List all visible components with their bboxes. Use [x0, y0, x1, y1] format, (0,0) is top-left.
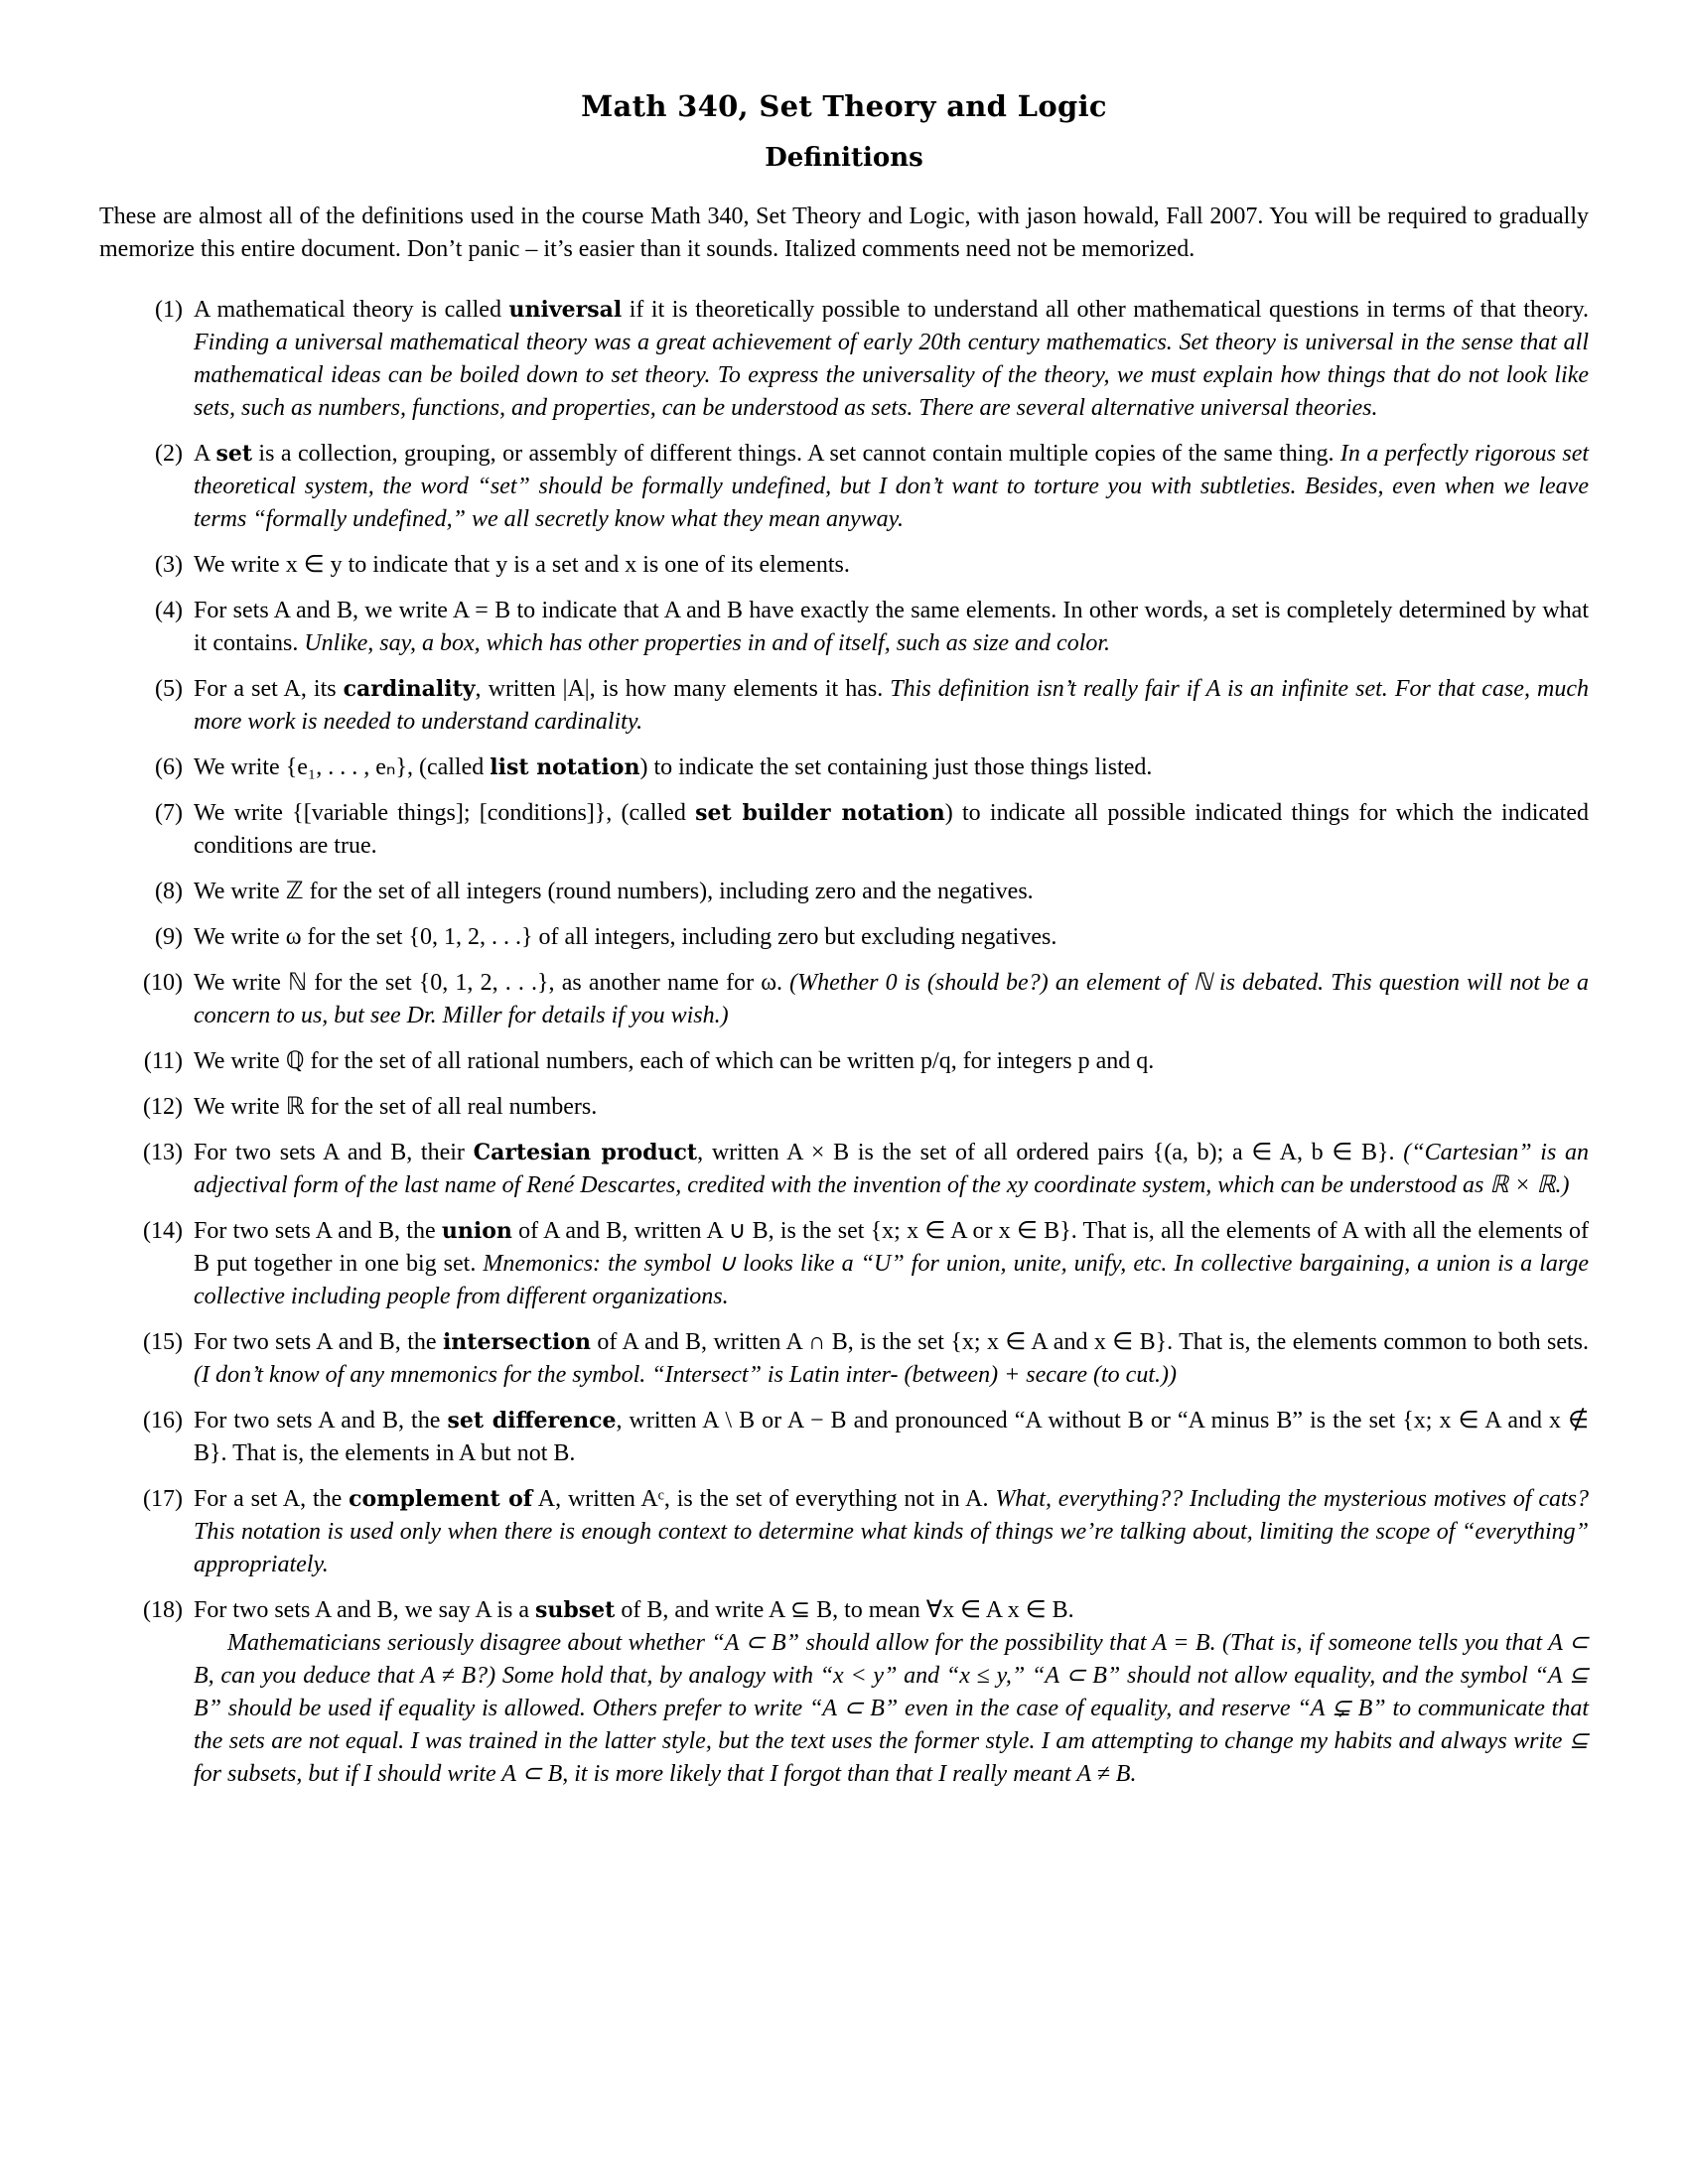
definition-item [99, 921, 1589, 954]
definition-text: We write x ∈ y to indicate that y is a set and x is one of its elements. [194, 552, 850, 578]
definition-item [99, 967, 1589, 1032]
definition-text: We write ω for the set {0, 1, 2, . . .} of all integers, including zero but excluding negatives. [194, 924, 1057, 950]
definition-text: of B, and write A ⊆ B, to mean ∀x ∈ A x ∈ B. [615, 1597, 1074, 1623]
definition-text: For sets A and B, we write A = B to indicate that A and B have exactly the same elements. In other words, a set is completely determined by what it contains. [194, 598, 1589, 656]
item-number: (14) [143, 1218, 183, 1244]
definition-text: ) to indicate all possible indicated things for which the indicated conditions are true. [194, 800, 1590, 859]
definition-item [99, 1326, 1589, 1392]
definition-text: , written A × B is the set of all ordered pairs {(a, b); a ∈ A, b ∈ B}. [697, 1140, 1395, 1165]
definition-text: , written |A|, is how many elements it has. [475, 676, 884, 702]
definition-item [99, 751, 1589, 784]
italic-comment: (I don’t know of any mnemonics for the symbol. “Intersect” is Latin inter- (between) + secare (to cut.)) [194, 1362, 1177, 1388]
italic-comment: Mnemonics: the symbol ∪ looks like a “U” for union, unite, unify, etc. In collective bargaining, a union is a large collective including people from different organizations. [194, 1251, 1589, 1309]
definition-text: We write {e₁, . . . , eₙ}, (called [194, 754, 485, 780]
item-number: (8) [155, 879, 183, 904]
defined-term: set [215, 441, 252, 467]
definition-text: We write ℚ for the set of all rational numbers, each of which can be written p/q, for integers p and q. [194, 1048, 1155, 1074]
definition-text: For a set A, the [194, 1486, 343, 1512]
definition-text: A, written Aᶜ, is the set of everything not in A. [532, 1486, 989, 1512]
italic-comment: Mathematicians seriously disagree about whether “A ⊂ B” should allow for the possibility that A = B. (That is, if someone tells you that A ⊂ B, can you deduce that A ≠ B?) Some hold that, by analogy with “x < y” and “x ≤ y,” “A ⊂ B” should not allow equality, and the symbol “A ⊆ B” should be used if equality is allowed. Others prefer to write “A ⊂ B” even in the case of equality, and reserve “A ⊊ B” to communicate that the sets are not equal. I was trained in the latter style, but the text uses the former style. I am attempting to change my habits and always write ⊆ for subsets, but if I should write A ⊂ B, it is more likely that I forgot than that I really meant A ≠ B. [194, 1630, 1589, 1787]
defined-term: union [441, 1218, 512, 1244]
definition-text: of A and B, written A ∩ B, is the set {x; x ∈ A and x ∈ B}. That is, the elements common to both sets. [591, 1329, 1589, 1355]
item-number: (3) [155, 552, 183, 578]
defined-term: list notation [490, 754, 640, 780]
definition-text: A mathematical theory is called [194, 297, 501, 323]
defined-term: universal [508, 297, 623, 323]
italic-comment: Finding a universal mathematical theory was a great achievement of early 20th century mathematics. Set theory is universal in the sense that all mathematical ideas can be boiled down to set theory. To express the universality of the theory, we must explain how things that do not look like sets, such as numbers, functions, and properties, can be understood as sets. There are several alternative universal theories. [194, 330, 1589, 421]
definition-item [99, 294, 1589, 425]
definition-text: is a collection, grouping, or assembly of different things. A set cannot contain multiple copies of the same thing. [252, 441, 1335, 467]
definition-item [99, 1045, 1589, 1078]
definition-item [99, 673, 1589, 739]
italic-comment: This definition isn’t really fair if A is an infinite set. For that case, much more work is needed to understand cardinality. [194, 676, 1590, 735]
definition-item [99, 1137, 1589, 1202]
defined-term: cardinality [343, 676, 476, 702]
defined-term: set builder notation [695, 800, 945, 826]
definition-item [99, 1405, 1589, 1470]
defined-term: Cartesian product [473, 1140, 698, 1165]
definition-item [99, 876, 1589, 908]
definition-text: For two sets A and B, the [194, 1408, 441, 1433]
item-number: (10) [143, 970, 183, 996]
defined-term: set difference [447, 1408, 617, 1433]
definition-item [99, 1215, 1589, 1313]
item-number: (2) [155, 441, 183, 467]
item-number: (13) [143, 1140, 183, 1165]
item-number: (6) [155, 754, 183, 780]
definition-item [99, 438, 1589, 536]
defined-term: intersection [442, 1329, 592, 1355]
definition-text: For two sets A and B, we say A is a [194, 1597, 530, 1623]
document-title: Math 340, Set Theory and Logic [581, 89, 1107, 123]
italic-comment: (“Cartesian” is an adjectival form of the last name of René Descartes, credited with the invention of the xy coordinate system, which can be understood as ℝ × ℝ.) [194, 1140, 1590, 1198]
definition-item [99, 1594, 1589, 1791]
definition-text: For two sets A and B, the [194, 1329, 437, 1355]
definition-text: For two sets A and B, their [194, 1140, 465, 1165]
definition-text: We write ℤ for the set of all integers (round numbers), including zero and the negatives. [194, 879, 1034, 904]
definition-text: if it is theoretically possible to understand all other mathematical questions in terms of that theory. [622, 297, 1590, 323]
italic-comment: Unlike, say, a box, which has other properties in and of itself, such as size and color. [304, 630, 1111, 656]
definitions-list [99, 294, 1589, 1791]
definition-text: We write ℕ for the set {0, 1, 2, . . .}, as another name for ω. [194, 970, 782, 996]
item-number: (15) [143, 1329, 183, 1355]
item-number: (9) [155, 924, 183, 950]
item-number: (12) [143, 1094, 183, 1120]
item-number: (11) [143, 1048, 183, 1074]
document-subtitle: Definitions [765, 143, 923, 173]
definition-text: For two sets A and B, the [194, 1218, 436, 1244]
item-number: (16) [143, 1408, 183, 1433]
definition-text: , written A \ B or A − B and pronounced “A without B or “A minus B” is the set {x; x ∈ A and x ∉ B}. That is, the elements in A but not B. [194, 1408, 1589, 1466]
definition-text: We write ℝ for the set of all real numbers. [194, 1094, 598, 1120]
italic-comment: (Whether 0 is (should be?) an element of ℕ is debated. This question will not be a concern to us, but see Dr. Miller for details if you wish.) [194, 970, 1589, 1028]
defined-term: subset [535, 1597, 616, 1623]
definition-text: For a set A, its [194, 676, 337, 702]
definition-text: ) to indicate the set containing just those things listed. [639, 754, 1153, 780]
definition-item [99, 1091, 1589, 1124]
definition-item [99, 595, 1589, 660]
item-number: (7) [155, 800, 183, 826]
definition-item [99, 1483, 1589, 1581]
definition-text: A [194, 441, 211, 467]
item-number: (17) [143, 1486, 183, 1512]
italic-comment: In a perfectly rigorous set theoretical system, the word “set” should be formally undefined, but I don’t want to torture you with subtleties. Besides, even when we leave terms “formally undefined,” we all secretly know what they mean anyway. [194, 441, 1590, 532]
italic-comment: What, everything?? Including the mysterious motives of cats? This notation is used only when there is enough context to determine what kinds of things we’re talking about, limiting the scope of “everything” appropriately. [194, 1486, 1589, 1577]
document-page [99, 89, 1589, 1804]
definition-item [99, 797, 1589, 863]
definition-item [99, 549, 1589, 582]
definition-text: We write {[variable things]; [conditions]}, (called [194, 800, 686, 826]
item-number: (1) [155, 297, 183, 323]
item-number: (4) [155, 598, 183, 623]
definition-text: of A and B, written A ∪ B, is the set {x; x ∈ A or x ∈ B}. That is, all the elements of A with all the elements of B put together in one big set. [194, 1218, 1590, 1277]
item-number: (18) [143, 1597, 183, 1623]
defined-term: complement of [349, 1486, 533, 1512]
intro-paragraph: These are almost all of the definitions used in the course Math 340, Set Theory and Logic, with jason howald, Fall 2007. You will be required to gradually memorize this entire document. Don’t panic – it’s easier than it sounds. Italized comments need not be memorized. [99, 204, 1589, 262]
item-number: (5) [155, 676, 183, 702]
